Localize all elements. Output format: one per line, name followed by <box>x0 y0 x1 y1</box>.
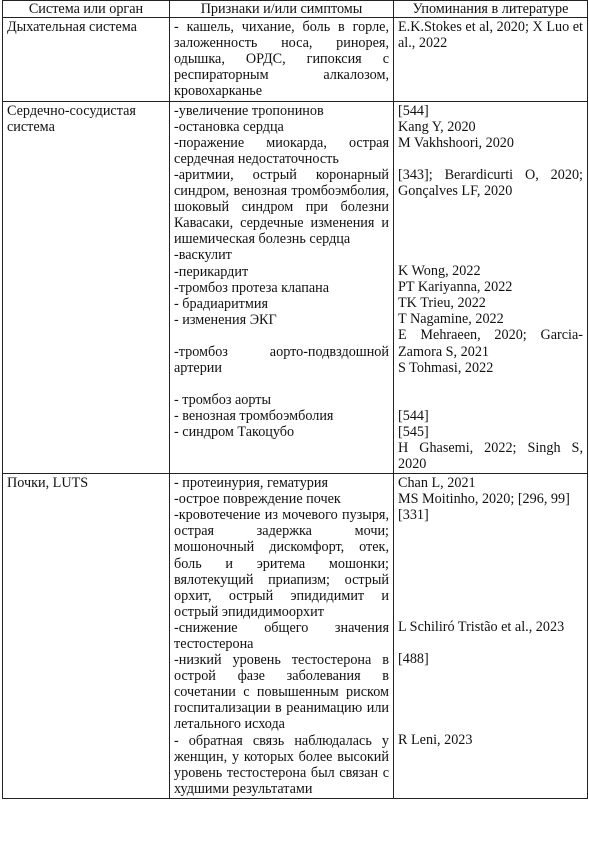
symptoms-cell <box>170 101 394 474</box>
reference-item: Chan L, 2021 <box>398 475 476 492</box>
table-row <box>3 18 588 101</box>
reference-item: TK Trieu, 2022 <box>398 295 486 312</box>
symptom-item: -перикардит <box>174 263 249 280</box>
symptom-item: -низкий уровень тестостерона в острой фазе заболевания в сочетании с повышенным риском госпитализации в реанимацию или летального исхода <box>174 652 389 733</box>
system-cell: Сердечно-сосудистая система <box>3 101 170 474</box>
reference-item: E.K.Stokes et al, 2020; X Luo et al., 2022 <box>398 19 583 52</box>
spacer <box>398 523 583 603</box>
reference-item: M Vakhshoori, 2020 <box>398 134 514 151</box>
symptom-item: - тромбоз аорты <box>174 392 272 409</box>
symptom-item: -аритмии, острый коронарный синдром, венозная тромбоэмболия, шоковый синдром при болезни Кавасаки, сердечные изменения и ишемическая болезнь сердца <box>174 166 389 248</box>
table-header-row <box>3 1 588 18</box>
spacer <box>398 635 583 651</box>
reference-item: E Mehraeen, 2020; Garcia-Zamora S, 2021 <box>398 327 583 360</box>
reference-item: [488] <box>398 651 429 668</box>
references-cell <box>394 101 588 474</box>
spacer <box>174 328 389 344</box>
literature-table <box>2 0 588 799</box>
table-row <box>3 101 588 474</box>
spacer <box>398 199 583 263</box>
reference-item: S Tohmasi, 2022 <box>398 359 494 376</box>
symptom-item: -острое повреждение почек <box>174 491 341 508</box>
symptom-item: -снижение общего значения тестостерона <box>174 619 389 652</box>
spacer <box>398 151 583 167</box>
reference-item: [331] <box>398 507 429 524</box>
symptom-item: -остановка сердца <box>174 118 284 135</box>
symptoms-cell <box>170 18 394 101</box>
reference-item: Kang Y, 2020 <box>398 118 476 135</box>
symptom-item: -кровотечение из мочевого пузыря, острая задержка мочи; мошоночный дискомфорт, отек, боль и эритема мошонки; вялотекущий приапизм; острый орхит, острый эпидидимит и острый эпидидимоорхит <box>174 507 389 620</box>
symptom-item: - изменения ЭКГ <box>174 311 277 328</box>
header-symptoms: Признаки и/или симптомы <box>170 1 394 18</box>
symptom-item: -тромбоз протеза клапана <box>174 279 330 296</box>
symptom-item: - кашель, чихание, боль в горле, заложенность носа, ринорея, одышка, ОРДС, гипоксия с респираторным алкалозом, кровохарканье <box>174 19 389 100</box>
reference-item: H Ghasemi, 2022; Singh S, 2020 <box>398 439 583 472</box>
table-row <box>3 474 588 799</box>
symptom-item: -тромбоз аорто-подвздошной артерии <box>174 343 389 376</box>
symptoms-cell <box>170 474 394 799</box>
spacer <box>398 603 583 619</box>
symptom-item: -поражение миокарда, острая сердечная недостаточность <box>174 134 389 167</box>
symptom-item: -увеличение тропонинов <box>174 102 324 119</box>
symptom-item: - венозная тромбоэмболия <box>174 408 334 425</box>
system-cell: Дыхательная система <box>3 18 170 101</box>
spacer <box>398 668 583 732</box>
reference-item: [544] <box>398 102 429 119</box>
spacer <box>174 376 389 392</box>
references-cell <box>394 18 588 101</box>
spacer <box>398 376 583 408</box>
header-system: Система или орган <box>3 1 170 18</box>
reference-item: T Nagamine, 2022 <box>398 311 504 328</box>
reference-item: [343]; Berardicurti O, 2020; Gonçalves LF, 2020 <box>398 166 583 199</box>
reference-item: MS Moitinho, 2020; [296, 99] <box>398 491 570 508</box>
reference-item: R Leni, 2023 <box>398 731 473 748</box>
reference-item: [544] <box>398 407 429 424</box>
symptom-item: - протеинурия, гематурия <box>174 475 329 492</box>
reference-item: PT Kariyanna, 2022 <box>398 279 513 296</box>
symptom-item: - обратная связь наблюдалась у женщин, у которых более высокий уровень тестостерона был связан с худшими результатами <box>174 732 389 797</box>
symptom-item: - брадиаритмия <box>174 295 268 312</box>
symptom-item: - синдром Такоцубо <box>174 424 295 441</box>
reference-item: [545] <box>398 423 429 440</box>
reference-item: L Schiliró Tristão et al., 2023 <box>398 619 565 636</box>
references-cell <box>394 474 588 799</box>
reference-item: K Wong, 2022 <box>398 263 481 280</box>
symptom-item: -васкулит <box>174 247 232 264</box>
header-references: Упоминания в литературе <box>394 1 588 18</box>
system-cell: Почки, LUTS <box>3 474 170 799</box>
